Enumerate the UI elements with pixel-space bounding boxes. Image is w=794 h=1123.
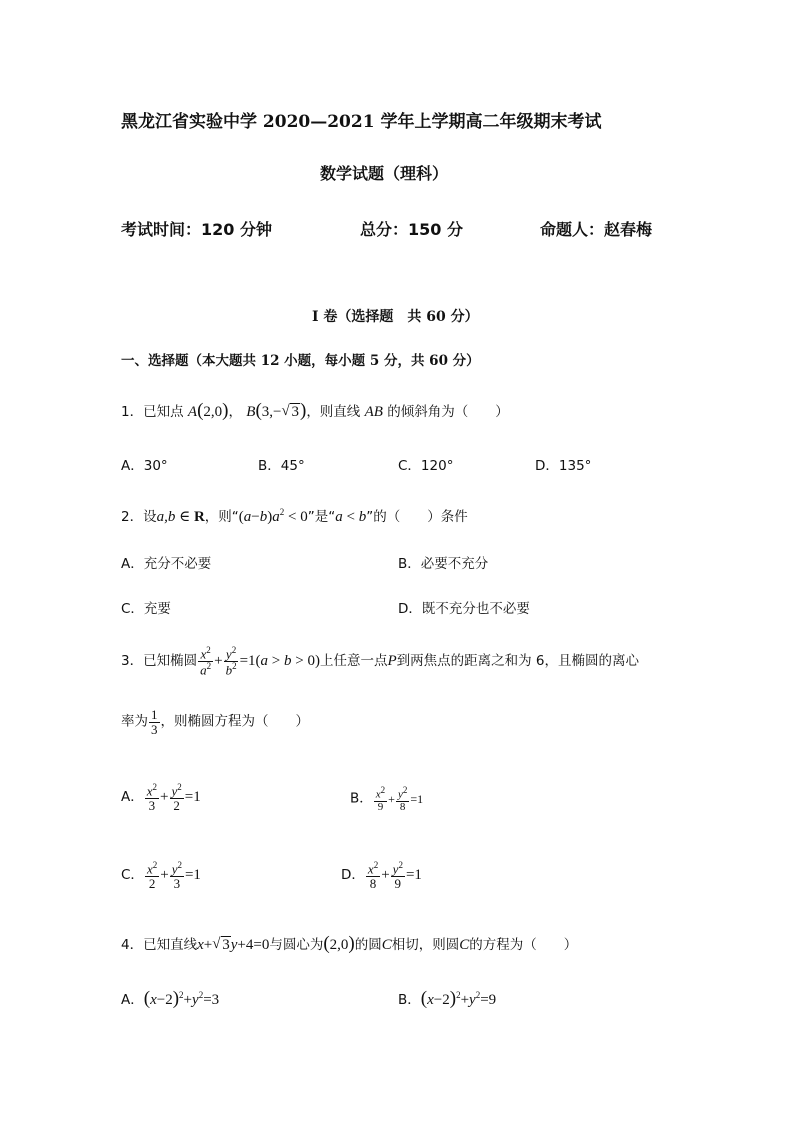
question-text: ”的（ ）条件 [366,509,468,525]
q4-option-a [121,988,219,1010]
question-text: ， [228,404,242,420]
question-4 [121,932,577,957]
exam-subtitle: 数学试题（理科） [320,164,449,183]
q1-option-c: C．120° [398,458,454,474]
question-text: 的方程为（ ） [469,937,578,953]
question-3 [121,646,639,677]
question-text: 已知点 [143,404,184,420]
math-condition: $(a-b)a^2 < 0$ [238,507,308,525]
math-option-b: $\frac{x^2}{9}$ + $\frac{y^2}{8}$ =1 [375,785,424,814]
q3-option-b [350,786,423,814]
question-text: 的圆 [354,937,382,953]
math-point-p: P [387,652,397,669]
option-label: D． [341,867,365,884]
q2-option-a: A．充分不必要 [121,556,212,572]
question-number: 1． [121,404,144,420]
question-text: 设 [143,509,157,525]
math-ellipse-equation: $\frac{x^2}{a^2}$ + $\frac{y^2}{b^2}$ =1(a > b > 0) [200,645,320,678]
math-ab-in-r: a,b ∈ R [156,509,205,525]
question-text: ，则椭圆方程为（ ） [160,713,309,730]
question-number: 3． [121,652,144,669]
question-text: 与圆心为 [269,937,324,953]
q3-option-a [121,783,201,813]
question-text: 率为 [121,713,148,730]
option-label: A． [121,992,144,1008]
option-label: B． [350,790,373,807]
math-option-b: $(x-2)^2+y^2=9$ [420,988,497,1009]
exam-time: 考试时间：120 分钟 [121,220,272,239]
question-number: 2． [121,509,144,525]
q4-option-b [398,988,496,1010]
question-text: 到两焦点的距离之和为 6，且椭圆的离心 [396,652,640,669]
math-circle-c: C [459,937,470,953]
question-text: ，则直线 [306,404,361,420]
math-eccentricity: $\frac{1}{3}$ [151,707,158,737]
section1-title: 一、选择题（本大题共 12 小题，每小题 5 分，共 60 分） [121,353,480,369]
math-a-less-b: a < b [335,509,367,525]
exam-title: 黑龙江省实验中学 2020—2021 学年上学期高二年级期末考试 [121,112,602,132]
math-line-equation: x+√ 3y+4=0 [197,937,269,953]
question-text: 已知直线 [143,937,198,953]
question-3-cont [121,708,309,736]
q3-option-d [341,861,422,891]
math-option-a: $\frac{x^2}{3}$ + $\frac{y^2}{2}$ =1 [146,782,201,813]
q1-option-a: A．30° [121,458,168,474]
question-text: 相切，则圆 [391,937,460,953]
math-center: (2,0) [323,933,355,954]
math-option-d: $\frac{x^2}{8}$ + $\frac{y^2}{9}$ =1 [367,860,422,891]
exam-total-score: 总分：150 分 [360,220,463,239]
q2-option-b: B．必要不充分 [398,556,489,572]
question-text: ”是“ [307,509,336,525]
q3-option-c [121,861,201,891]
question-text: 上任意一点 [319,652,388,669]
option-label: A． [121,789,144,806]
question-text: 的倾斜角为（ ） [387,404,509,420]
question-1 [121,398,509,425]
option-label: C． [121,867,144,884]
question-text: 已知椭圆 [143,652,198,669]
q1-option-b: B．45° [258,458,305,474]
part1-title: I 卷（选择题 共 60 分） [312,309,479,325]
exam-author: 命题人：赵春梅 [540,220,653,239]
math-point-a: A(2,0) [187,400,229,421]
question-number: 4． [121,937,144,953]
math-point-b: B(3,−√ 3) [246,404,306,420]
math-option-a: $(x-2)^2+y^2=3$ [143,988,220,1009]
math-option-c: $\frac{x^2}{2}$ + $\frac{y^2}{3}$ =1 [146,860,201,891]
q2-option-c: C．充要 [121,601,171,617]
q1-option-d: D．135° [535,458,592,474]
math-circle-c: C [381,937,392,953]
question-2 [121,500,468,529]
math-line-ab: AB [364,404,383,420]
option-label: B． [398,992,421,1008]
q2-option-d: D．既不充分也不必要 [398,601,530,617]
question-text: ，则“ [204,509,239,525]
